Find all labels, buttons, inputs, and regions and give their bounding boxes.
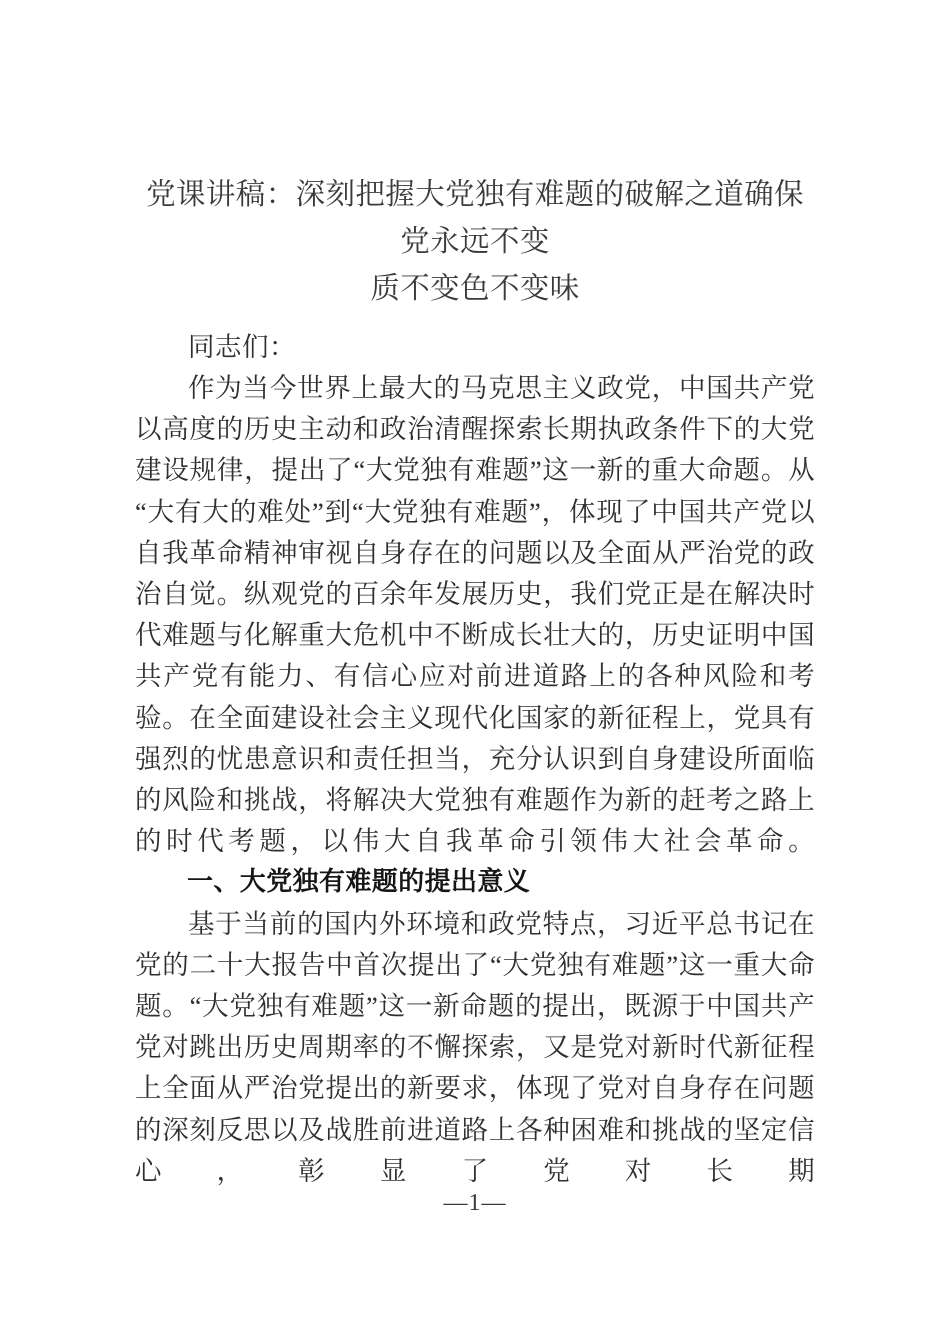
paragraph-section1-1: 基于当前的国内外环境和政党特点，习近平总书记在党的二十大报告中首次提出了“大党独有难题”这一重大命题。“大党独有难题”这一新命题的提出，既源于中国共产党对跳出历史周期率的不懈探索，又是党对新时代新征程上全面从严治党提出的新要求，体现了党对自身存在问题的深刻反思以及战胜前进道路上各种困难和挑战的坚定信心，彰显了党对长期 — [135, 908, 815, 1186]
salutation: 同志们： — [188, 332, 296, 362]
document-title — [135, 172, 815, 313]
section-heading-1: 一、大党独有难题的提出意义 — [187, 867, 531, 898]
document-content — [135, 172, 815, 1192]
page-number: 1 — [468, 1190, 482, 1216]
document-title-line-1: 党课讲稿：深刻把握大党独有难题的破解之道确保党永远不变 — [146, 179, 804, 258]
footer-dash-left: — — [443, 1190, 469, 1216]
paragraph-intro: 作为当今世界上最大的马克思主义政党，中国共产党以高度的历史主动和政治清醒探索长期执政条件下的大党建设规律，提出了“大党独有难题”这一新的重大命题。从“大有大的难处”到“大党独有难题”，体现了中国共产党以自我革命精神审视自身存在的问题以及全面从严治党的政治自觉。纵观党的百余年发展历史，我们党正是在解决时代难题与化解重大危机中不断成长壮大的，历史证明中国共产党有能力、有信心应对前进道路上的各种风险和考验。在全面建设社会主义现代化国家的新征程上，党具有强烈的忧患意识和责任担当，充分认识到自身建设所面临的风险和挑战，将解决大党独有难题作为新的赶考之路上的时代考题，以伟大自我革命引领伟大社会革命。 — [135, 373, 815, 857]
footer-dash-right: — — [481, 1190, 507, 1216]
page-footer — [135, 1190, 815, 1217]
document-title-line-2: 质不变色不变味 — [370, 273, 580, 305]
